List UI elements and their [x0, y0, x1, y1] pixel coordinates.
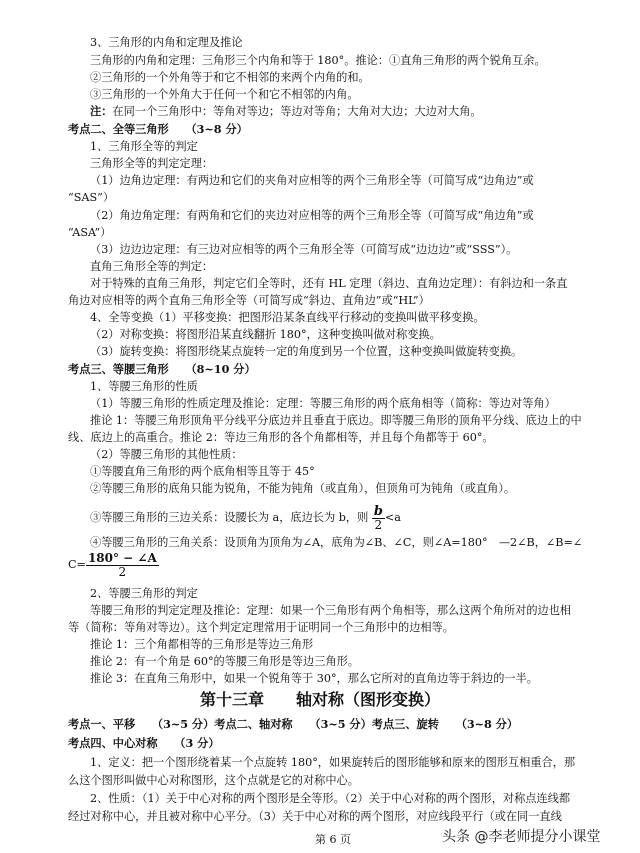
- formula-line: [68, 548, 159, 582]
- text-line: ④等腰三角形的三角关系：设顶角为顶角为∠A，底角为∠B、∠C，则∠A=180° —2∠B，∠B=∠: [90, 536, 583, 549]
- text-line: （2）等腰三角形的其他性质：: [90, 448, 243, 461]
- watermark: [442, 826, 600, 846]
- text-line: （1）边角边定理：有两边和它们的夹角对应相等的两个三角形全等（可简写成“边角边”或: [90, 174, 534, 187]
- watermark-author: @李老师提分小课堂: [474, 829, 601, 845]
- text-line: 推论 2：有一个角是 60°的等腰三角形是等边三角形。: [90, 655, 359, 668]
- fraction-numerator: b: [373, 503, 383, 519]
- text-line: “ASA”）: [68, 226, 112, 239]
- note-label: 注：: [90, 104, 113, 118]
- fraction-denominator: 2: [374, 517, 383, 532]
- topic-heading: 考点一、平移 （3~5 分）考点二、轴对称 （3~5 分）考点三、旋转 （3~8 分）: [68, 717, 519, 731]
- formula-line: [90, 502, 401, 534]
- section-heading: 2、等腰三角形的判定: [90, 587, 198, 600]
- formula-text: ③等腰三角形的三边关系：设腰长为 a，底边长为 b，则: [90, 511, 369, 524]
- section-heading: 1、三角形全等的判定: [90, 140, 198, 153]
- note-text: 在同一个三角形中：等角对等边；等边对等角；大角对大边；大边对大角。: [112, 105, 482, 118]
- text-line: 么这个图形叫做中心对称图形，这个点就是它的对称中心。: [68, 774, 359, 787]
- text-line: ③三角形的一个外角大于任何一个和它不相邻的内角。: [90, 88, 359, 101]
- text-line: 4、全等变换（1）平移变换：把图形沿某条直线平行移动的变换叫做平移变换。: [90, 311, 485, 324]
- text-line: ②三角形的一个外角等于和它不相邻的来两个内角的和。: [90, 71, 370, 84]
- text-line: （2）对称变换：将图形沿某直线翻折 180°，这种变换叫做对称变换。: [90, 328, 441, 341]
- topic-heading: 考点二、全等三角形 （3~8 分）: [68, 122, 248, 136]
- section-heading: 3、三角形的内角和定理及推论: [90, 36, 243, 49]
- fraction-angle-formula: [86, 552, 159, 579]
- watermark-source: 头条: [442, 829, 470, 845]
- note-line: [90, 104, 482, 119]
- page-number: 第 6 页: [315, 833, 351, 846]
- text-line: （3）边边边定理：有三边对应相等的两个三角形全等（可简写成“边边边”或“SSS”）。: [90, 243, 518, 256]
- text-line: 推论 3：在直角三角形中，如果一个锐角等于 30°，那么它所对的直角边等于斜边的一半。: [90, 672, 538, 685]
- fraction-b-over-2: [372, 505, 385, 532]
- text-line: 直角三角形全等的判定：: [90, 260, 214, 273]
- text-line: 2、性质：（1）关于中心对称的两个图形是全等形。（2）关于中心对称的两个图形，对称点连线都: [90, 792, 571, 805]
- fraction-numerator: 180° − ∠A: [87, 550, 157, 565]
- text-line: “SAS”）: [68, 191, 115, 204]
- text-line: 对于特殊的直角三角形，判定它们全等时，还有 HL 定理（斜边、直角边定理）：有斜边和一条直: [90, 277, 568, 290]
- text-line: 线、底边上的高重合。推论 2：等边三角形的各个角都相等，并且每个角都等于 60°。: [68, 431, 494, 444]
- text-line: 推论 1：三个角都相等的三角形是等边三角形: [90, 638, 314, 651]
- text-line: （1）等腰三角形的性质定理及推论：定理：等腰三角形的两个底角相等（简称：等边对等角）: [90, 397, 556, 410]
- topic-heading: 考点四、中心对称 （3 分）: [68, 736, 220, 750]
- section-heading: 1、等腰三角形的性质: [90, 380, 198, 393]
- topic-heading: 考点三、等腰三角形 （8~10 分）: [68, 362, 256, 376]
- fraction-denominator: 2: [118, 564, 127, 579]
- text-line: （2）角边角定理：有两角和它们的夹边对应相等的两个三角形全等（可简写成“角边角”或: [90, 209, 534, 222]
- text-line: 经过对称中心，并且被对称中心平分。（3）关于中心对称的两个图形，对应线段平行（或在同一直线: [68, 810, 562, 823]
- text-line: ②等腰三角形的底角只能为锐角，不能为钝角（或直角），但顶角可为钝角（或直角）。: [90, 482, 516, 495]
- text-line: 1、定义：把一个图形绕着某一个点旋转 180°，如果旋转后的图形能够和原来的图形互相重合，那: [90, 756, 576, 769]
- text-line: 等腰三角形的判定定理及推论：定理：如果一个三角形有两个角相等，那么这两个角所对的边也相: [90, 604, 572, 617]
- text-line: 三角形全等的判定定理：: [90, 157, 214, 170]
- text-line: 角边对应相等的两个直角三角形全等（可简写成“斜边、直角边”或“HL”）: [68, 294, 430, 307]
- text-line: ①等腰直角三角形的两个底角相等且等于 45°: [90, 465, 315, 478]
- text-line: 三角形的内角和定理：三角形三个内角和等于 180°。推论：①直角三角形的两个锐角互余。: [90, 54, 546, 67]
- text-line: 推论 1：等腰三角形顶角平分线平分底边并且垂直于底边。即等腰三角形的顶角平分线、底边上的中: [90, 414, 582, 427]
- text-line: （3）旋转变换：将图形绕某点旋转一定的角度到另一个位置，这种变换叫做旋转变换。: [90, 345, 523, 358]
- text-line: 等（简称：等角对等边）。这个判定定理常用于证明同一个三角形中的边相等。: [68, 621, 454, 634]
- formula-text: C=: [68, 558, 86, 571]
- formula-text: <a: [384, 511, 401, 524]
- chapter-title: 第十三章 轴对称（图形变换）: [200, 690, 441, 709]
